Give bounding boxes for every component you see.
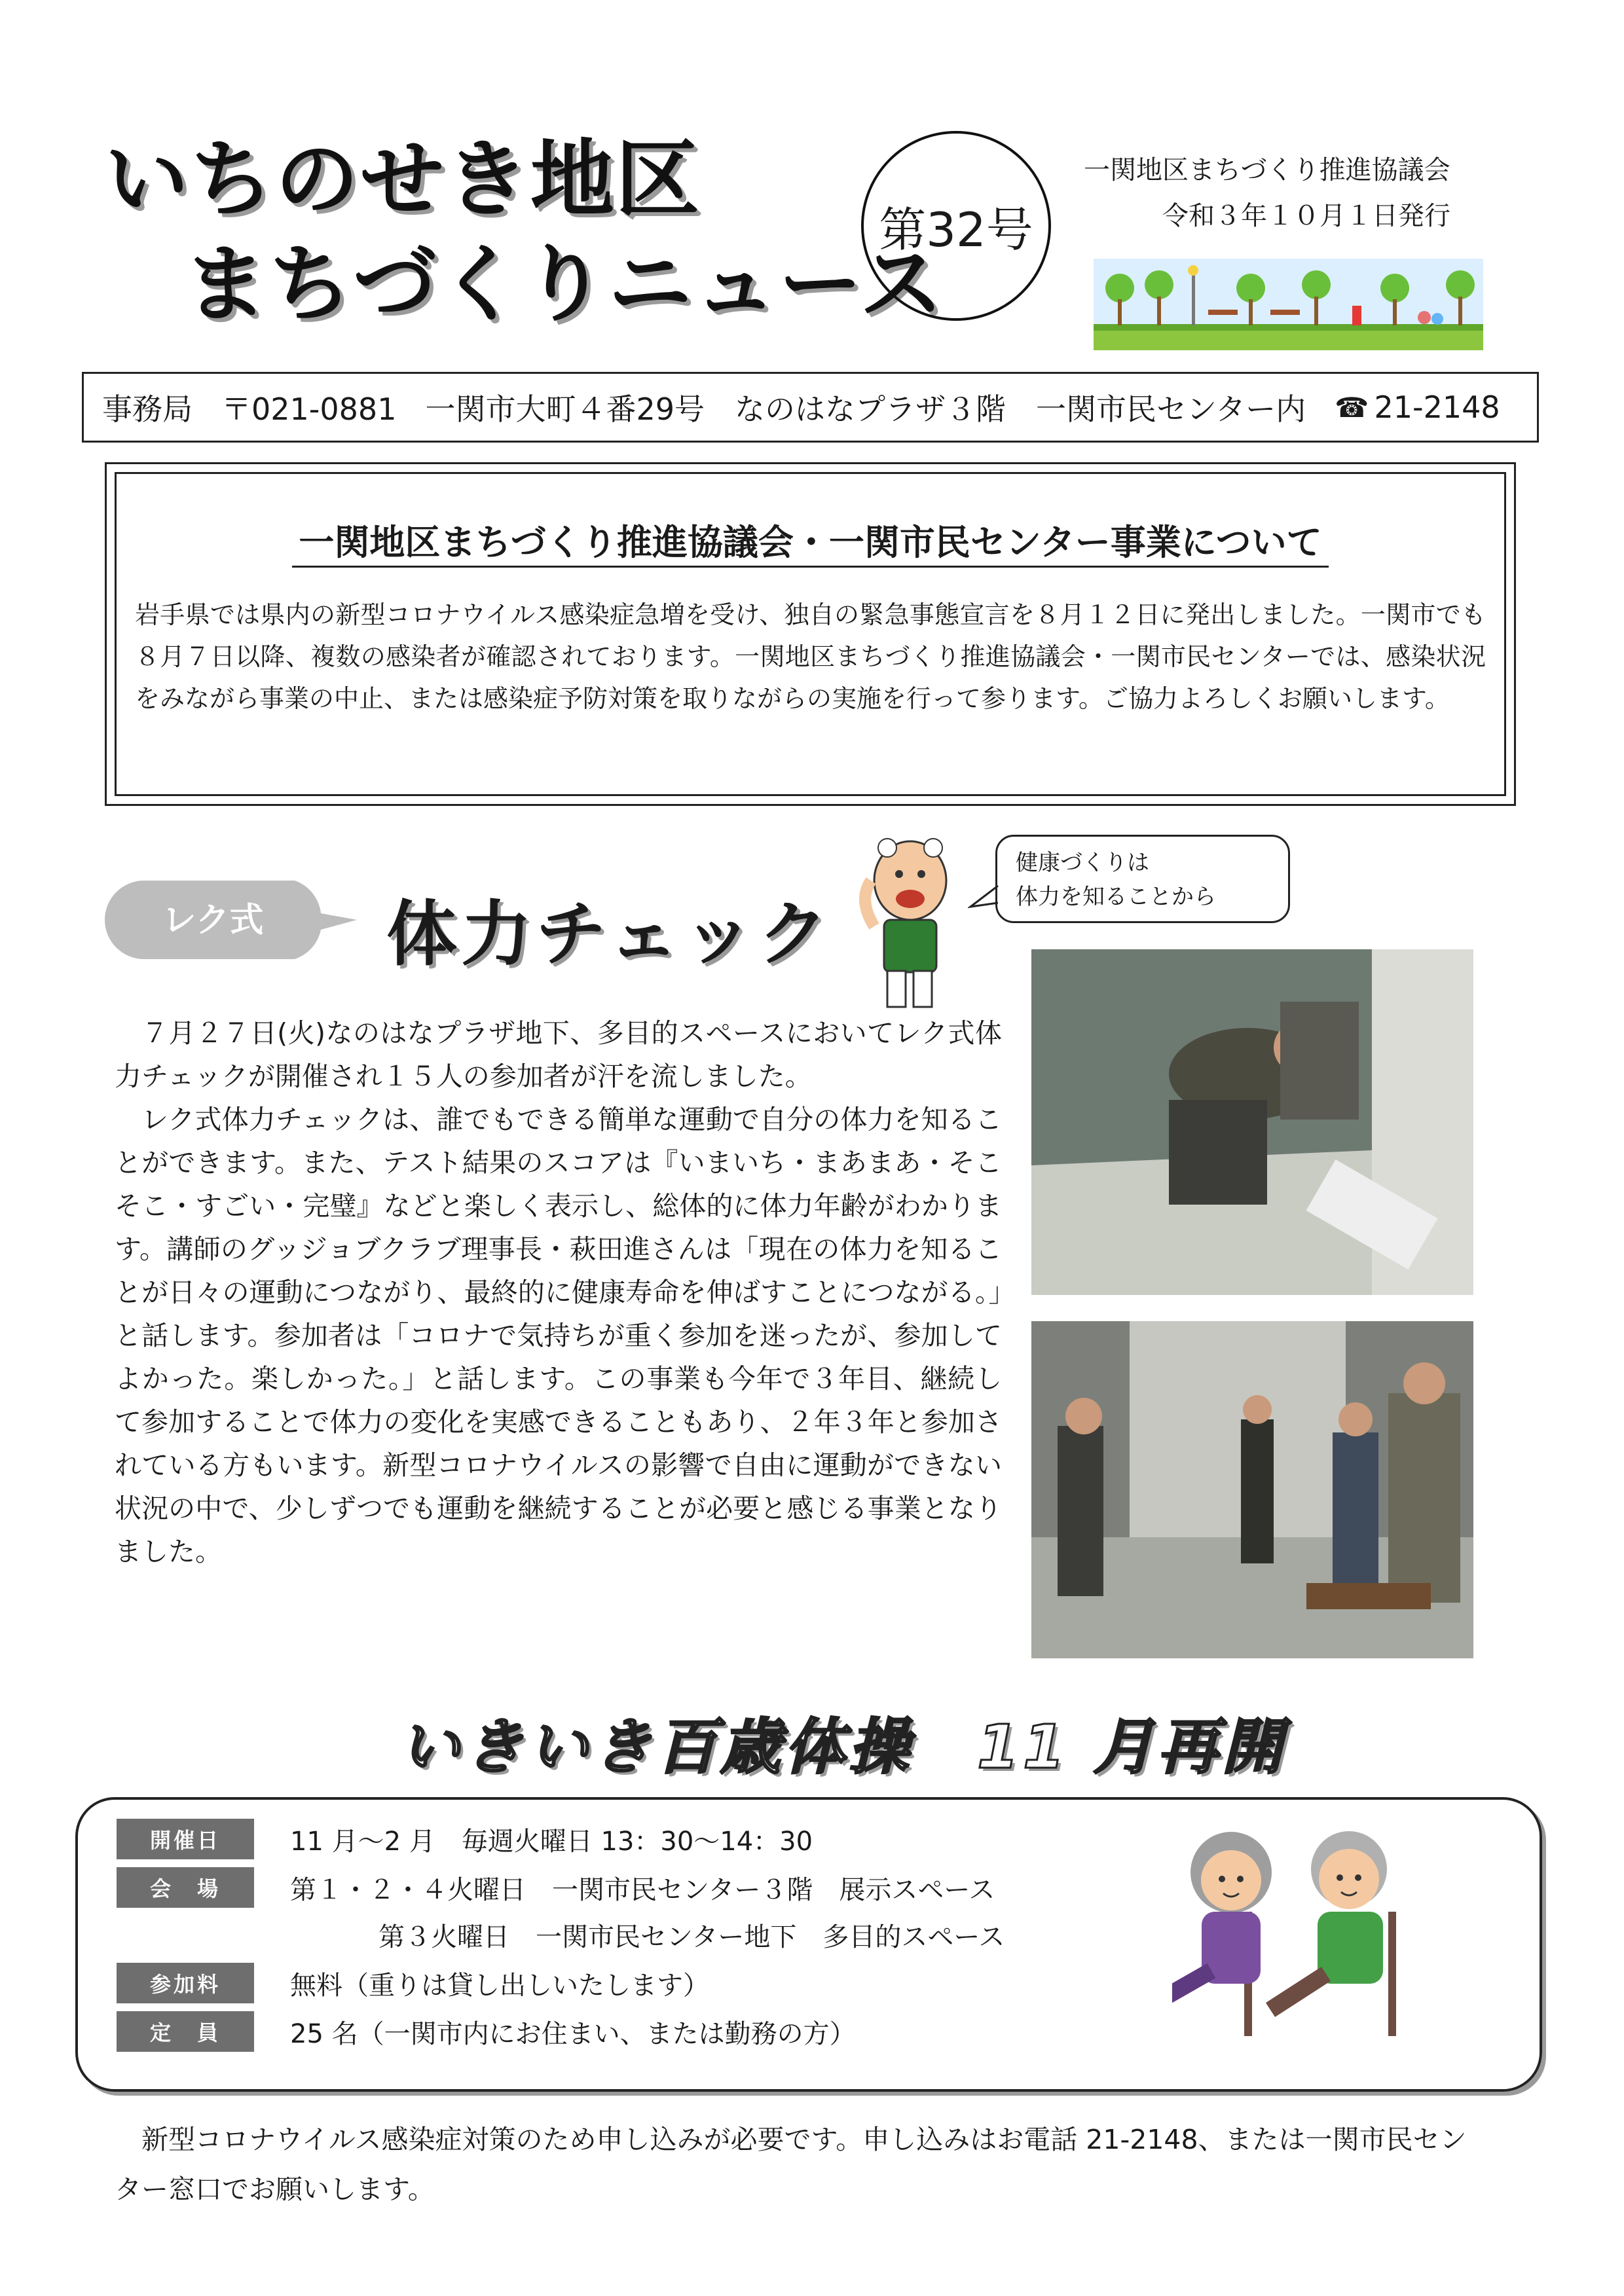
info-value-date: 11 月～2 月 毎週火曜日 13：30～14：30 — [290, 1826, 813, 1857]
info-label-date: 開催日 — [117, 1819, 254, 1859]
info-label-fee: 参加料 — [117, 1963, 254, 2003]
notice-body: 岩手県では県内の新型コロナウイルス感染症急増を受け、独自の緊急事態宣言を８月１２日に発出しました。一関市でも８月７日以降、複数の感染者が確認されております。一関地区まちづくり推進協議会・一関市民センターでは、感染状況をみながら事業の中止、または感染症予防対策を取りながらの実施を行って参ります。ご協力よろしくお願いします。 — [135, 600, 1486, 713]
title-line-1: いちのせき地区 — [105, 131, 701, 228]
photo-fitness-stretch — [1031, 949, 1473, 1295]
office-label: 事務局 — [102, 392, 193, 427]
article-paragraph-2: レク式体力チェックは、誰でもできる簡単な運動で自分の体力を知ることができます。また、テスト結果のスコアは『いまいち・まあまあ・そこそこ・すごい・完璧』などと楽しく表示し、総体的に体力年齢がわかります。講師のグッジョブクラブ理事長・萩田進さんは「現在の体力を知ることが日々の運動につながり、最終的に健康寿命を伸ばすことにつながる。」と話します。参加者は「コロナで気持ちが重く参加を迷ったが、参加してよかった。楽しかった。」と話します。この事業も今年で３年目、継続して参加することで体力の変化を実感できることもあり、２年３年と参加されている方もいます。新型コロナウイルスの影響で自由に運動ができない状況の中で、少しずつでも運動を継続することが必要と感じる事業となりました。 — [115, 1104, 1002, 1567]
issue-date: 令和３年１０月１日発行 — [1162, 201, 1450, 231]
rec-badge — [98, 867, 360, 972]
office-address: 一関市大町４番29号 なのはなプラザ３階 一関市民センター内 — [425, 392, 1306, 427]
registration-note-text: 新型コロナウイルス感染症対策のため申し込みが必要です。申し込みはお電話 21-2148、または一関市民センター窓口でお願いします。 — [115, 2124, 1467, 2205]
notice-inner — [115, 472, 1506, 796]
muscle-man-mascot-illustration — [848, 828, 979, 1025]
speech-bubble — [995, 835, 1290, 923]
title-line-2: まちづくりニュース — [183, 236, 945, 333]
info-value-capacity: 25 名（一関市内にお住まい、または勤務の方） — [290, 2018, 856, 2049]
info-label-capacity: 定 員 — [117, 2011, 254, 2052]
issue-number: 第32号 — [879, 202, 1033, 257]
article-paragraph-1: ７月２７日(火)なのはなプラザ地下、多目的スペースにおいてレク式体力チェックが開催され１５人の参加者が汗を流しました。 — [115, 1017, 1002, 1092]
info-row-date — [117, 1819, 813, 1859]
registration-note — [115, 2115, 1490, 2214]
info-value-fee: 無料（重りは貸し出しいたします） — [290, 1970, 709, 2001]
office-phone: 21-2148 — [1374, 390, 1500, 425]
section2-title: いきいき百歳体操 11 月再開 — [399, 1712, 1287, 1782]
info-value-venue-2: 第３火曜日 一関市民センター地下 多目的スペース — [378, 1922, 1005, 1952]
article-fitness-check — [115, 1011, 1002, 1573]
notice-box — [105, 462, 1516, 806]
speech-line-2: 体力を知ることから — [1016, 884, 1216, 910]
photo-fitness-group — [1031, 1321, 1473, 1658]
issue-number-badge — [861, 131, 1051, 321]
notice-heading-text: 一関地区まちづくり推進協議会・一関市民センター事業について — [292, 522, 1328, 568]
info-label-venue: 会 場 — [117, 1867, 254, 1908]
elderly-couple-exercise-illustration — [1172, 1820, 1428, 2043]
speech-line-1: 健康づくりは — [1016, 850, 1149, 876]
info-row-fee — [117, 1963, 709, 2003]
park-banner-illustration — [1094, 259, 1483, 350]
section1-title: 体力チェック — [386, 894, 832, 975]
publisher-name: 一関地区まちづくり推進協議会 — [1084, 155, 1450, 185]
rec-badge-label: レク式 — [162, 901, 264, 940]
office-info-bar — [82, 372, 1539, 443]
info-row-capacity — [117, 2011, 856, 2052]
newsletter-title — [105, 128, 944, 337]
notice-heading — [135, 515, 1486, 565]
phone-icon: ☎ — [1335, 391, 1369, 424]
info-value-venue-1: 第１・２・４火曜日 一関市民センター３階 展示スペース — [290, 1874, 995, 1905]
info-row-venue — [117, 1867, 995, 1908]
publisher-block — [1084, 147, 1490, 239]
office-postal: 〒021-0881 — [221, 392, 397, 427]
